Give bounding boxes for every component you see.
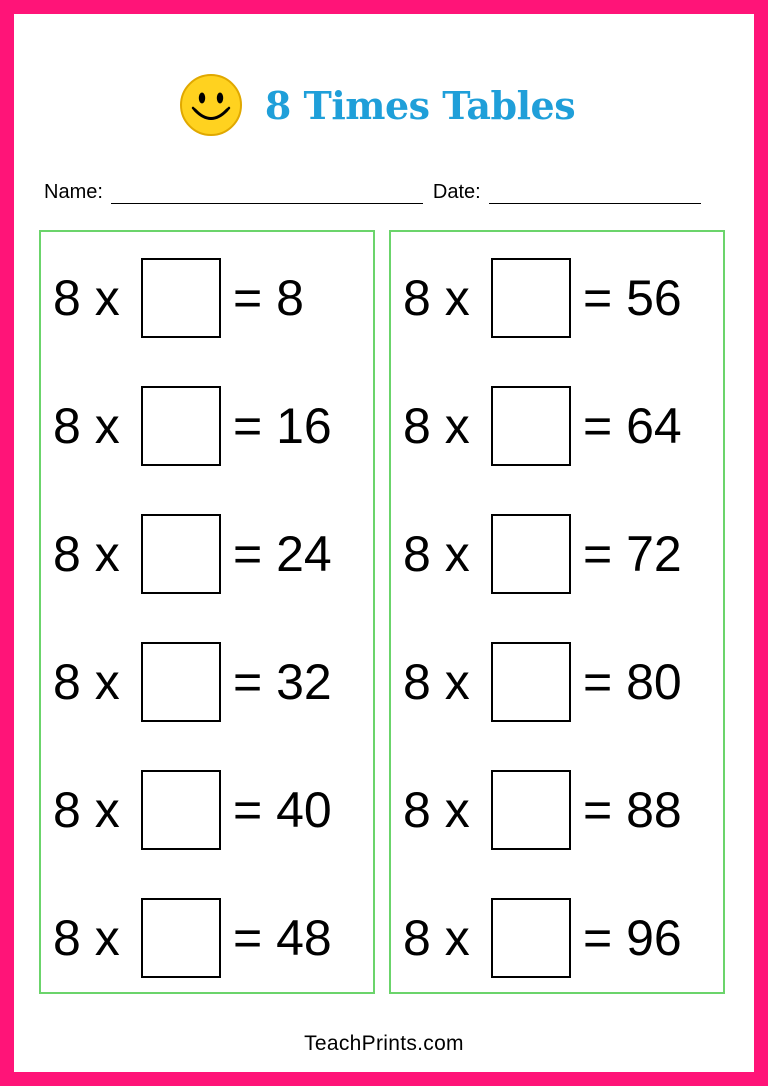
problem-row [53,512,332,596]
answer-box[interactable] [491,770,571,850]
problem-rhs: = 64 [583,398,682,454]
problem-rhs: = 24 [233,526,332,582]
problem-rhs: = 88 [583,782,682,838]
problem-rhs: = 72 [583,526,682,582]
problem-lhs: 8 x [53,270,120,326]
problem-lhs: 8 x [53,398,120,454]
answer-box[interactable] [141,642,221,722]
problem-row [403,768,682,852]
worksheet-page [14,14,754,1072]
right-column [389,230,725,994]
problem-rhs: = 96 [583,910,682,966]
problem-lhs: 8 x [403,910,470,966]
left-column [39,230,375,994]
name-field[interactable] [111,183,423,204]
answer-box[interactable] [141,770,221,850]
title-row [14,72,754,138]
problem-lhs: 8 x [403,398,470,454]
problem-rhs: = 48 [233,910,332,966]
answer-box[interactable] [141,258,221,338]
problem-lhs: 8 x [403,654,470,710]
problem-rhs: = 40 [233,782,332,838]
problem-row [53,384,332,468]
problem-rhs: = 8 [233,270,304,326]
problem-row [53,640,332,724]
answer-box[interactable] [141,514,221,594]
answer-box[interactable] [491,898,571,978]
answer-box[interactable] [141,898,221,978]
problem-lhs: 8 x [53,910,120,966]
problem-row [403,512,682,596]
answer-box[interactable] [491,514,571,594]
problem-rhs: = 32 [233,654,332,710]
problem-row [403,896,682,980]
answer-box[interactable] [491,642,571,722]
problem-rhs: = 80 [583,654,682,710]
problem-rhs: = 16 [233,398,332,454]
smiley-face-icon [179,73,243,137]
name-label: Name: [44,181,103,203]
problem-row [53,896,332,980]
date-field[interactable] [489,183,701,204]
answer-box[interactable] [141,386,221,466]
problem-row [53,768,332,852]
student-fields [44,172,730,204]
problem-lhs: 8 x [53,654,120,710]
problem-lhs: 8 x [53,782,120,838]
answer-box[interactable] [491,386,571,466]
footer-brand: TeachPrints.com [304,1032,464,1055]
problem-rhs: = 56 [583,270,682,326]
problem-row [53,256,304,340]
problem-lhs: 8 x [403,270,470,326]
problem-row [403,256,682,340]
problem-lhs: 8 x [403,526,470,582]
problem-lhs: 8 x [403,782,470,838]
problem-row [403,640,682,724]
page-title: 8 Times Tables [264,82,576,128]
problem-lhs: 8 x [53,526,120,582]
date-label: Date: [432,181,481,203]
problem-row [403,384,682,468]
answer-box[interactable] [491,258,571,338]
